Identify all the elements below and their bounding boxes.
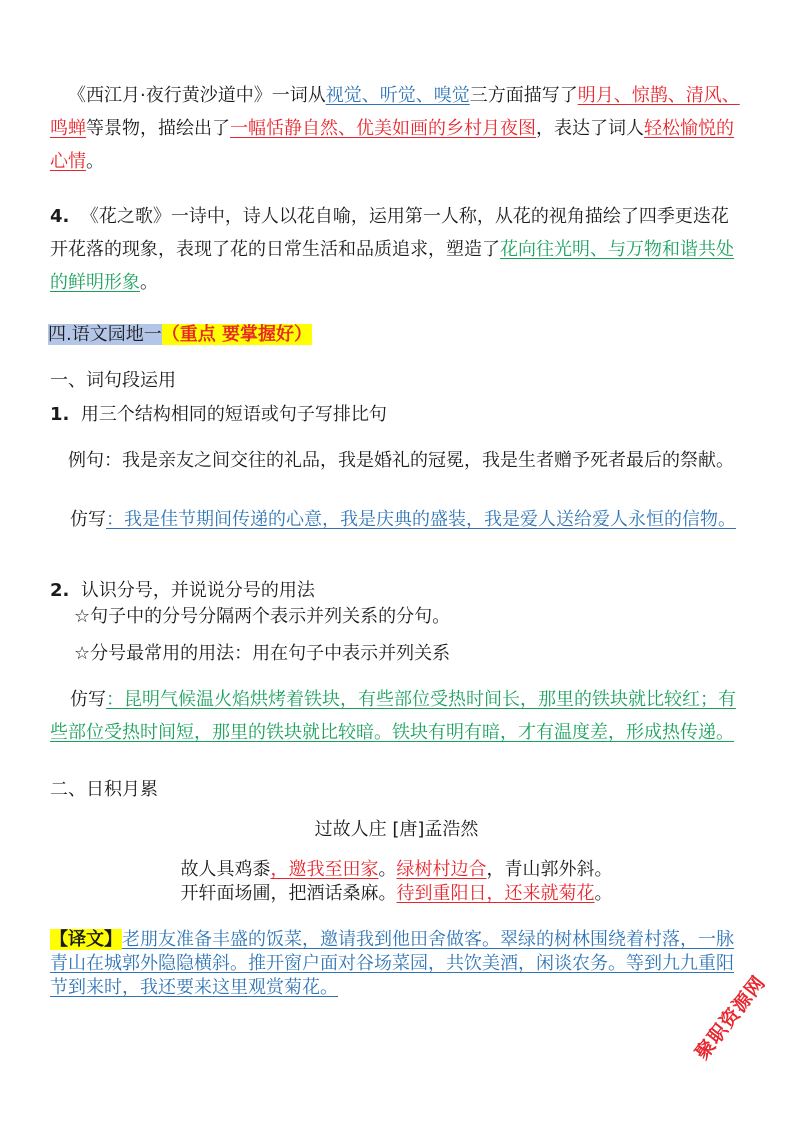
translation-text: 老朋友准备丰盛的饭菜，邀请我到他田舍做客。翠绿的树林围绕着村落，一脉青山在城郭外隐隐横斜。推开窗户面对谷场菜园，共饮美酒，闲谈农务。等到九九重阳节到来时，我还要来这里观赏菊花。 <box>50 929 734 998</box>
p1-text-2: 三方面描写了 <box>469 85 578 106</box>
poem-line2-a: 开轩面场圃，把酒话桑麻。 <box>180 883 397 904</box>
poem-line1-c: 。 <box>378 859 397 880</box>
p1-text-5: 。 <box>86 151 104 172</box>
poem-title: 过故人庄 [唐]孟浩然 <box>314 819 479 840</box>
p1-picture: 一幅恬静自然、优美如画的乡村月夜图 <box>230 118 536 139</box>
p2-number: 4. <box>50 206 70 227</box>
p1-senses: 视觉、听觉、嗅觉 <box>325 85 470 106</box>
q1-example-text: 例句：我是亲友之间交往的礼品，我是婚礼的冠冕，我是生者赠予死者最后的祭献。 <box>68 450 734 471</box>
translation-label: 【译文】 <box>50 929 122 950</box>
q1-title: 用三个结构相同的短语或句子写排比句 <box>80 404 387 425</box>
translation <box>50 928 746 1000</box>
p1-text-4: ，表达了词人 <box>536 118 644 139</box>
q2-star-1: ☆句子中的分号分隔两个表示并列关系的分句。 <box>74 606 451 627</box>
watermark-stamp: 聚职资源网 <box>691 971 771 1065</box>
q2-imitation <box>50 683 746 749</box>
q2-copy-text: ：昆明气候温火焰烘烤着铁块，有些部位受热时间长，那里的铁块就比较红；有些部位受热时间短，那里的铁块就比较暗。铁块有明有暗，才有温度差，形成热传递。 <box>50 689 736 743</box>
q1-example <box>50 444 746 477</box>
poem-line1-b: ，邀我至田家 <box>270 859 379 880</box>
q2-title: 认识分号，并说说分号的用法 <box>80 580 315 601</box>
p2-text-1: 《花之歌》一诗中，诗人以花自喻，运用第一人称，从花的视角描绘了四季更迭花开花落的现象，表现了花的日常生活和品质追求，塑造了 <box>50 206 729 260</box>
q1-copy-label: 仿写 <box>70 509 106 530</box>
poem-line1-e: ，青山郭外斜。 <box>486 859 613 880</box>
poem-line1-d: 绿树村边合 <box>396 859 487 880</box>
q1-heading <box>50 400 387 430</box>
poem-line1-a: 故人具鸡黍 <box>180 859 271 880</box>
q1-imitation <box>50 503 746 536</box>
q2-star-2: ☆分号最常用的用法：用在句子中表示并列关系 <box>74 643 451 664</box>
paragraph-huazhige <box>50 200 746 299</box>
q2-number: 2. <box>50 580 70 601</box>
poem-line2-c: 。 <box>594 883 613 904</box>
p1-text-3: 等景物，描绘出了 <box>86 118 230 139</box>
part1-title: 一、词句段运用 <box>50 370 176 391</box>
poem-line-2 <box>0 880 793 908</box>
part2-title: 二、日积月累 <box>50 779 158 800</box>
section-title: 四.语文园地一 <box>48 324 162 345</box>
q1-number: 1. <box>50 404 70 425</box>
p2-image: 花向往光明、与万物和谐共处的鲜明形象 <box>50 239 734 293</box>
section-note: （重点 要掌握好） <box>161 324 313 345</box>
p1-scenery: 明月、惊鹊、清风、鸣蝉 <box>50 85 740 139</box>
p1-text-1: 《西江月·夜行黄沙道中》一词从 <box>68 85 326 106</box>
q1-copy-text: ：我是佳节期间传递的心意，我是庆典的盛装，我是爱人送给爱人永恒的信物。 <box>106 509 736 530</box>
paragraph-xijiangyue <box>50 79 746 178</box>
poem-line2-b: 待到重阳日，还来就菊花 <box>396 883 595 904</box>
p2-text-2: 。 <box>140 272 158 293</box>
q2-copy-label: 仿写 <box>70 689 106 710</box>
section-heading <box>48 321 312 349</box>
p1-mood: 轻松愉悦的心情 <box>50 118 734 172</box>
